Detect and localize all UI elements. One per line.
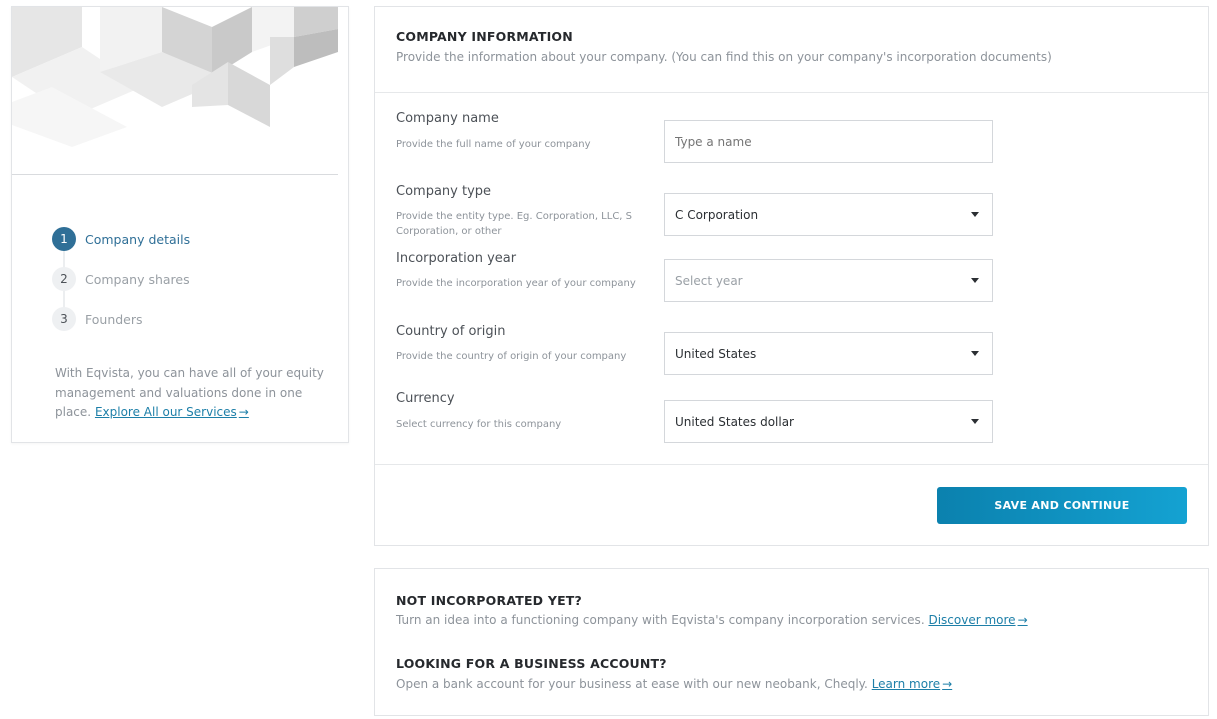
business-account-title: LOOKING FOR A BUSINESS ACCOUNT? [396,656,667,671]
country-select[interactable] [664,332,993,375]
save-and-continue-button[interactable]: SAVE AND CONTINUE [937,487,1187,524]
currency-label: Currency [396,391,455,406]
section-title: COMPANY INFORMATION [396,29,573,44]
incorporation-year-label: Incorporation year [396,251,517,266]
not-incorporated-title: NOT INCORPORATED YET? [396,593,582,608]
discover-more-link[interactable]: Discover more → [928,613,1028,627]
step-label: Company details [85,231,191,247]
card-header [396,29,1052,64]
arrow-right-icon: → [238,405,249,419]
company-type-value: C Corporation [675,207,759,222]
section-subtitle: Provide the information about your company. (You can find this on your company's incorporation documents) [396,50,1052,64]
currency-value: United States dollar [675,414,794,429]
sidebar-note-text: With Eqvista, you can have all of your equity management and valuations done in one place. [55,366,324,419]
country-label: Country of origin [396,324,506,339]
sidebar-divider [12,174,338,175]
company-name-help: Provide the full name of your company [396,139,591,150]
incorporation-year-value: Select year [675,273,743,288]
caret-down-icon [971,278,979,283]
company-name-label: Company name [396,111,499,126]
sidebar-note [55,364,335,423]
learn-more-link[interactable]: Learn more → [871,677,953,691]
country-help: Provide the country of origin of your company [396,351,627,362]
step-list [52,219,190,339]
decorative-geometric-banner [12,7,338,175]
not-incorporated-text: Turn an idea into a functioning company with Eqvista's company incorporation services. Discover more → [396,613,1028,627]
incorporation-year-select[interactable] [664,259,993,302]
step-company-shares[interactable] [52,259,190,299]
company-name-input[interactable] [664,120,993,163]
currency-help: Select currency for this company [396,419,562,430]
company-type-select[interactable] [664,193,993,236]
currency-select[interactable] [664,400,993,443]
step-label: Founders [85,311,143,327]
caret-down-icon [971,212,979,217]
step-founders[interactable] [52,299,190,339]
step-label: Company shares [85,271,190,287]
arrow-right-icon: → [942,677,953,691]
company-type-label: Company type [396,184,492,199]
info-card [374,568,1209,716]
company-information-card [374,6,1209,546]
caret-down-icon [971,419,979,424]
sidebar [11,6,349,443]
arrow-right-icon: → [1017,613,1028,627]
business-account-text: Open a bank account for your business at ease with our new neobank, Cheqly. Learn more → [396,677,953,691]
company-type-help: Provide the entity type. Eg. Corporation, LLC, S Corporation, or other [396,211,633,237]
step-number: 2 [52,267,76,291]
step-company-details[interactable] [52,219,190,259]
step-number: 3 [52,307,76,331]
divider [375,92,1208,93]
country-value: United States [675,346,757,361]
caret-down-icon [971,351,979,356]
divider [375,464,1208,465]
incorporation-year-help: Provide the incorporation year of your company [396,278,636,289]
step-number: 1 [52,227,76,251]
explore-services-link[interactable]: Explore All our Services → [94,405,249,419]
